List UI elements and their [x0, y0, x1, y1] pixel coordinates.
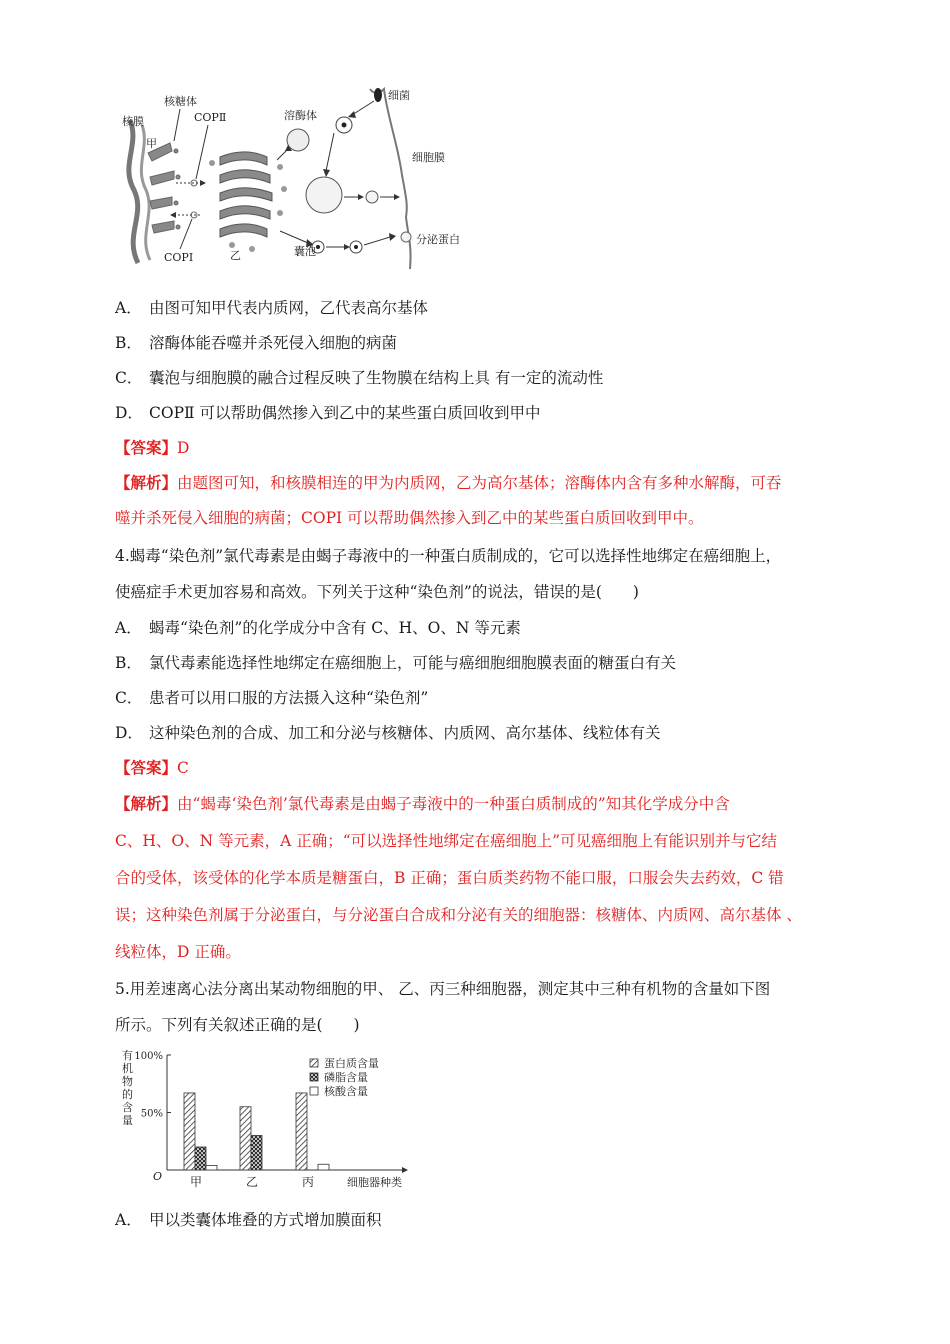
golgi-shape: [220, 152, 272, 237]
analysis-text: 由题图可知，和核膜相连的甲为内质网，乙为高尔基体；溶酶体内含有多种水解酶，可吞: [177, 474, 782, 492]
x-axis-arrow: [402, 1167, 408, 1173]
option-letter: B．: [115, 334, 142, 352]
y-axis-label-char: 的: [122, 1088, 133, 1101]
option-letter: A．: [115, 1211, 142, 1229]
q4-analysis-line-4: 误；这种染色剂属于分泌蛋白，与分泌蛋白合成和分泌有关的细胞器：核糖体、内质网、高尔基体 、: [115, 906, 802, 924]
label-cop2: COPⅡ: [194, 111, 227, 124]
q4-answer: [115, 758, 189, 778]
organelle-content-bar-chart: [112, 1045, 412, 1195]
analysis-tag: 【解析】: [115, 794, 178, 813]
y-axis-label-char: 量: [122, 1114, 133, 1127]
label-ribosome: 核糖体: [164, 95, 197, 108]
analysis-text: 由“蝎毒‘染色剂’氯代毒素是由蝎子毒液中的一种蛋白质制成的”知其化学成分中含: [177, 795, 730, 813]
legend-swatch: [310, 1087, 318, 1095]
bar-甲-磷脂含量: [195, 1147, 206, 1170]
label-secretory-protein: 分泌蛋白: [416, 233, 460, 246]
x-tick-label: 甲: [189, 1175, 203, 1189]
option-letter: C．: [115, 369, 143, 387]
x-axis-label: 细胞器种类: [347, 1176, 402, 1189]
q4-option-d: [115, 723, 661, 743]
option-text: 由图可知甲代表内质网，乙代表高尔基体: [149, 299, 429, 317]
label-lysosome: 溶酶体: [284, 109, 317, 122]
q4-analysis-line-5: 线粒体，D 正确。: [115, 943, 241, 961]
lysosome-shape: [287, 129, 309, 151]
option-text: 囊泡与细胞膜的融合过程反映了生物膜在结构上具 有一定的流动性: [149, 369, 604, 387]
legend-swatch: [310, 1059, 318, 1067]
option-text: 患者可以用口服的方法摄入这种“染色剂”: [149, 689, 429, 707]
option-text: 甲以类囊体堆叠的方式增加膜面积: [149, 1211, 382, 1229]
label-vesicle: 囊泡: [294, 245, 316, 258]
y-axis-label-char: 机: [122, 1062, 133, 1075]
q4-stem-line-2: 使癌症手术更加容易和高效。下列关于这种“染色剂”的说法，错误的是( ): [115, 583, 639, 601]
legend-label: 蛋白质含量: [324, 1057, 379, 1070]
q3-analysis-line-2: 噬并杀死侵入细胞的病菌；COPⅠ 可以帮助偶然掺入到乙中的某些蛋白质回收到甲中。: [115, 509, 704, 527]
bar-乙-磷脂含量: [251, 1136, 262, 1171]
option-letter: D．: [115, 404, 143, 422]
label-nucleus-membrane: 核膜: [122, 115, 144, 128]
q4-option-c: [115, 688, 428, 708]
q4-analysis-line-2: C、H、O、N 等元素，A 正确；“可以选择性地绑定在癌细胞上”可见癌细胞上有能识别并与它结: [115, 832, 778, 850]
option-letter: C．: [115, 689, 143, 707]
x-tick-label: 乙: [245, 1175, 259, 1189]
x-tick-label: 丙: [301, 1175, 315, 1189]
q4-option-b: [115, 653, 676, 673]
endoplasmic-reticulum-shape: [148, 143, 180, 233]
label-cop1: COPⅠ: [164, 251, 194, 264]
origin-label: O: [153, 1170, 163, 1183]
option-text: COPⅡ 可以帮助偶然掺入到乙中的某些蛋白质回收到甲中: [149, 404, 541, 422]
q5-stem-line-2: 所示。下列有关叙述正确的是( ): [115, 1016, 360, 1034]
bar-甲-核酸含量: [206, 1165, 217, 1170]
nucleus-membrane-shape: [129, 120, 138, 263]
legend-swatch: [310, 1073, 318, 1081]
option-text: 氯代毒素能选择性地绑定在癌细胞上，可能与癌细胞细胞膜表面的糖蛋白有关: [149, 654, 677, 672]
label-bacteria: 细菌: [388, 89, 410, 102]
label-jia: 甲: [146, 137, 157, 150]
q3-option-c: [115, 368, 603, 388]
y-tick-label: 100%: [134, 1051, 163, 1062]
answer-value: D: [177, 439, 190, 457]
option-letter: A．: [115, 619, 142, 637]
bar-丙-蛋白质含量: [296, 1093, 307, 1170]
q3-answer: [115, 438, 189, 458]
answer-tag: 【答案】: [115, 758, 178, 777]
y-axis-label-char: 物: [122, 1075, 133, 1088]
q3-option-d: [115, 403, 540, 423]
label-yi: 乙: [230, 249, 241, 262]
y-tick-label: 50%: [140, 1108, 163, 1120]
label-cell-membrane: 细胞膜: [412, 151, 445, 164]
option-letter: B．: [115, 654, 142, 672]
bar-乙-蛋白质含量: [240, 1107, 251, 1170]
option-letter: D．: [115, 724, 143, 742]
option-text: 这种染色剂的合成、加工和分泌与核糖体、内质网、高尔基体、线粒体有关: [149, 724, 661, 742]
answer-tag: 【答案】: [115, 438, 178, 457]
y-axis-label-char: 有: [122, 1049, 133, 1062]
q4-option-a: [115, 618, 521, 638]
q3-option-a: [115, 298, 428, 318]
legend-label: 核酸含量: [324, 1085, 368, 1098]
y-axis-label-char: 含: [122, 1101, 133, 1114]
q4-stem-line-1: 4.蝎毒“染色剂”氯代毒素是由蝎子毒液中的一种蛋白质制成的，它可以选择性地绑定在癌细胞上，: [115, 547, 782, 565]
q4-analysis-line-3: 合的受体，该受体的化学本质是糖蛋白，B 正确；蛋白质类药物不能口服，口服会失去药效，C 错: [115, 869, 784, 887]
cell-secretion-diagram: [112, 85, 472, 270]
q4-analysis-line-1: [115, 794, 730, 814]
q3-option-b: [115, 333, 397, 353]
option-text: 蝎毒“染色剂”的化学成分中含有 C、H、O、N 等元素: [149, 619, 521, 637]
answer-value: C: [177, 759, 189, 777]
q5-option-a: [115, 1210, 382, 1230]
legend-label: 磷脂含量: [324, 1071, 368, 1084]
option-text: 溶酶体能吞噬并杀死侵入细胞的病菌: [149, 334, 398, 352]
bar-丙-核酸含量: [318, 1164, 329, 1170]
bar-甲-蛋白质含量: [184, 1093, 195, 1170]
option-letter: A．: [115, 299, 142, 317]
q5-stem-line-1: 5.用差速离心法分离出某动物细胞的甲、 乙、丙三种细胞器，测定其中三种有机物的含量如下图: [115, 980, 771, 998]
q3-analysis-line-1: [115, 473, 782, 493]
analysis-tag: 【解析】: [115, 473, 178, 492]
